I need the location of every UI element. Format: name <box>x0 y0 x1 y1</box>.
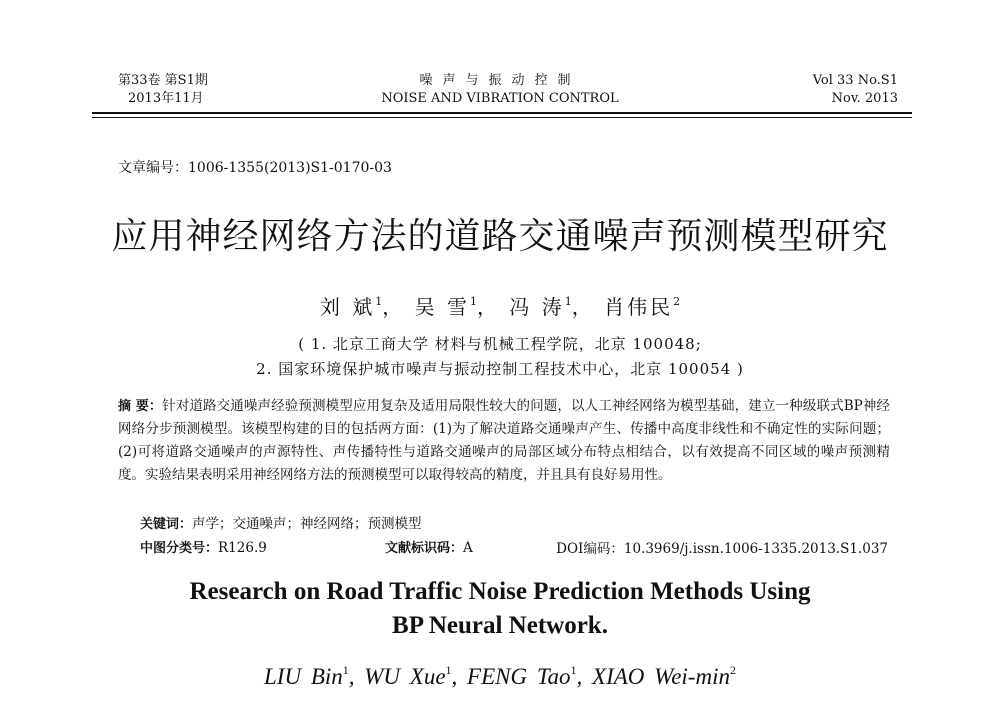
affiliation-2: 2. 国家环境保护城市噪声与振动控制工程技术中心，北京 100054 ) <box>256 360 744 378</box>
issue-date-en: Nov. 2013 <box>831 91 898 106</box>
author-affiliation-mark: 2 <box>673 295 681 308</box>
document-code-label: 文献标识码： <box>385 541 464 556</box>
title-en-line-1: Research on Road Traffic Noise Prediction Methods Using <box>189 578 811 605</box>
abstract-text: 针对道路交通噪声经验预测模型应用复杂及适用局限性较大的问题，以人工神经网络为模型基础，建立一种级联式BP神经网络分步预测模型。该模型构建的目的包括两方面：(1)为了解决道路交通噪声产生、传播中高度非线性和不确定性的实际问题；(2)可将道路交通噪声的声源特性、声传播特性与道路交通噪声的局部区域分布特点相结合，以有效提高不同区域的噪声预测精度。实验结果表明采用神经网络方法的预测模型可以取得较高的精度，并且具有良好易用性。 <box>118 398 890 483</box>
author-affiliation-mark: 1 <box>470 295 477 308</box>
keywords-label: 关键词： <box>140 517 193 532</box>
journal-issue-en <box>813 72 898 108</box>
title-en <box>0 575 1000 643</box>
authors-en: LIU Bin$^1$, WU Xue$^1$, FENG Tao$^1$, XIAO Wei-$\min^2$ <box>264 663 736 689</box>
author-cn: 肖伟民 <box>604 295 674 319</box>
journal-name-en: NOISE AND VIBRATION CONTROL <box>381 91 619 106</box>
author-cn: 冯 涛 <box>509 295 565 319</box>
doi-label: DOI编码： <box>556 541 624 557</box>
doi <box>556 537 888 557</box>
journal-name-cn: 噪声与振动控制 <box>419 73 581 88</box>
author-affiliation-mark: 1 <box>570 663 577 677</box>
clc-value: R126.9 <box>218 540 267 556</box>
title-cn: 应用神经网络方法的道路交通噪声预测模型研究 <box>111 216 889 257</box>
author-cn: 吴 雪 <box>414 295 470 319</box>
clc-label: 中图分类号： <box>140 541 219 556</box>
journal-name <box>300 72 700 108</box>
author-affiliation-mark: 1 <box>445 663 452 677</box>
author-en: FENG Tao <box>467 664 571 689</box>
author-affiliation-mark: 1 <box>375 295 383 308</box>
abstract-label: 摘 要： <box>118 399 163 414</box>
author-en: LIU Bin <box>264 664 343 689</box>
header-rule-thick <box>92 112 912 114</box>
authors-cn: 刘 斌$^1$， 吴 雪$^1$， 冯 涛$^1$， 肖伟民$^2$ <box>319 295 681 319</box>
document-code-value: A <box>463 540 473 556</box>
clc-number <box>140 537 267 556</box>
issue-date-cn: 2013年11月 <box>128 91 204 106</box>
author-en: WU Xue <box>364 664 446 689</box>
author-affiliation-mark: 2 <box>729 663 736 677</box>
author-affiliation-mark: 1 <box>342 663 349 677</box>
title-en-line-2: BP Neural Network. <box>392 612 608 639</box>
doi-value: 10.3969/j.issn.1006-1335.2013.S1.037 <box>623 541 888 557</box>
article-number: 文章编号：1006-1355(2013)S1-0170-03 <box>118 160 392 176</box>
volume-issue: 第33卷 第S1期 <box>118 73 208 88</box>
keywords <box>140 512 422 532</box>
journal-issue-cn <box>118 72 208 108</box>
author-affiliation-mark: 1 <box>564 295 572 308</box>
author-cn: 刘 斌 <box>319 295 376 319</box>
affiliation-1: ( 1. 北京工商大学 材料与机械工程学院，北京 100048; <box>298 335 702 353</box>
document-code <box>385 537 473 556</box>
abstract <box>118 395 890 487</box>
author-en: XIAO Wei-min <box>592 664 730 689</box>
header-rule-thin <box>92 117 912 118</box>
keywords-text: 声学；交通噪声；神经网络；预测模型 <box>192 516 422 532</box>
volume-number-en: Vol 33 No.S1 <box>812 73 898 88</box>
